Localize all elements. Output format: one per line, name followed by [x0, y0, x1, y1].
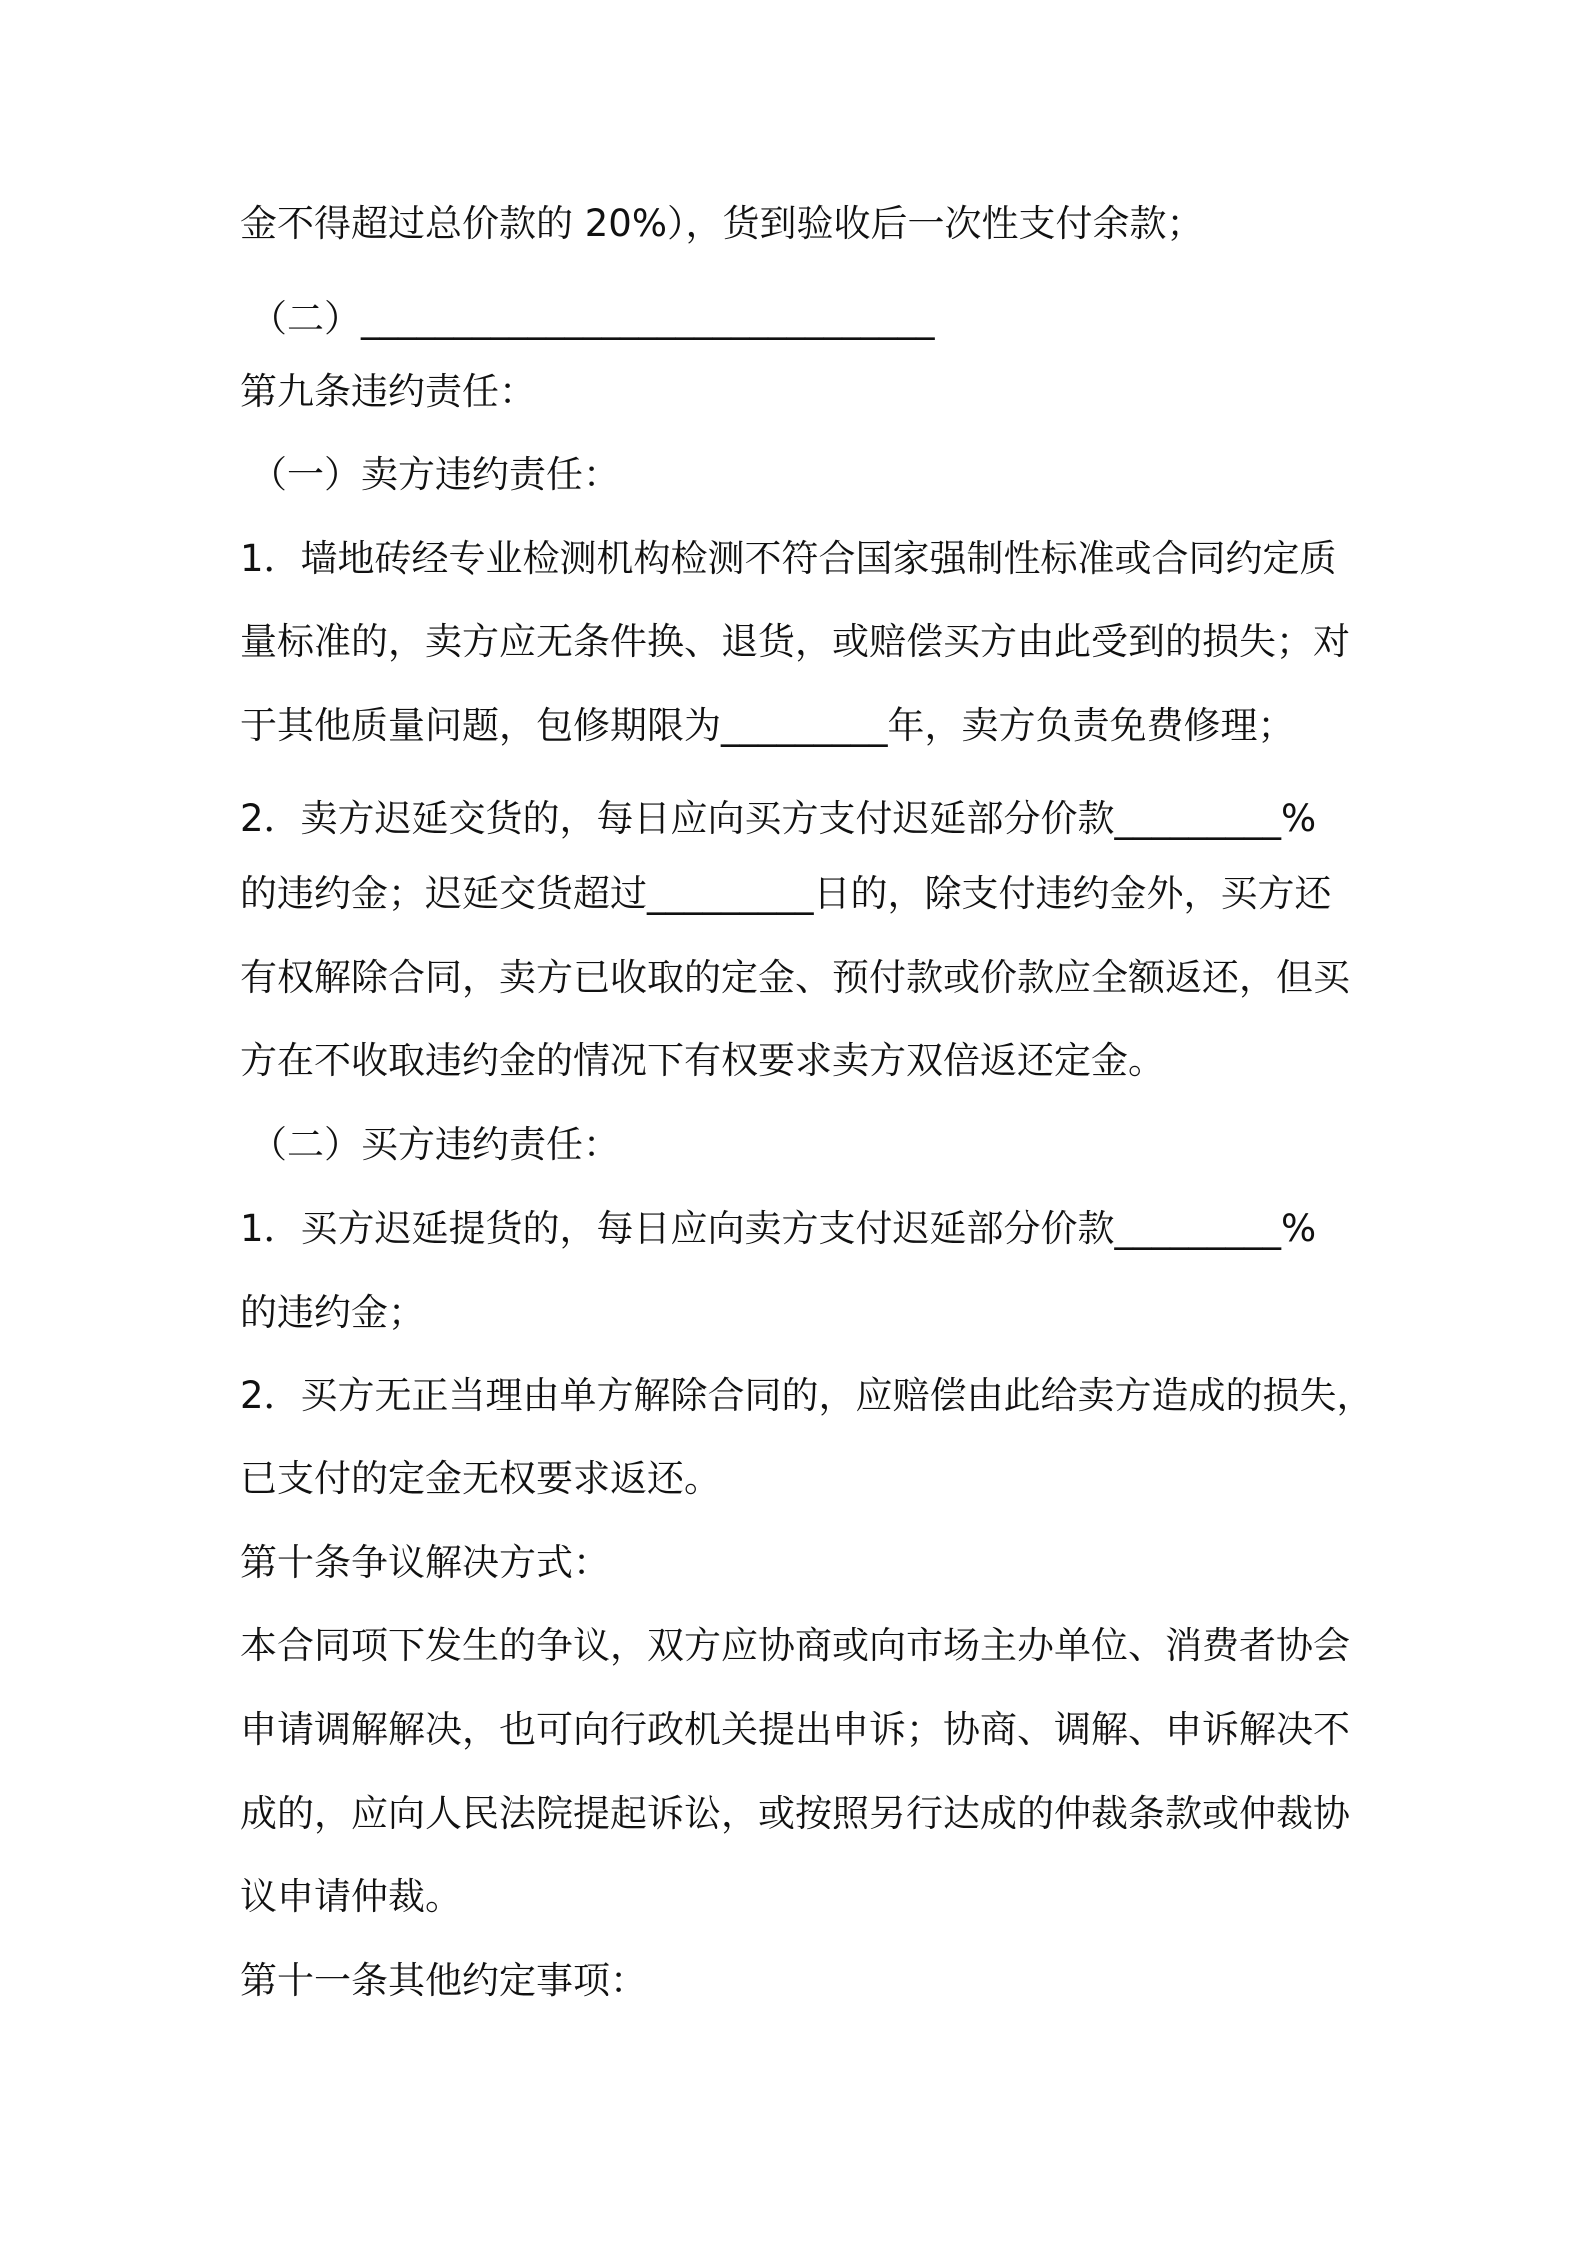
section-heading: 第十一条其他约定事项：	[240, 1959, 647, 2002]
paragraph-line: 于其他质量问题，包修期限为_________年，卖方负责免费修理；	[240, 704, 1295, 747]
subsection-heading: （二）买方违约责任：	[250, 1123, 620, 1166]
paragraph-line: 的违约金；	[240, 1291, 425, 1334]
paragraph-line: 申请调解解决，也可向行政机关提出申诉；协商、调解、申诉解决不	[240, 1708, 1350, 1751]
section-heading: 第九条违约责任：	[240, 370, 536, 413]
paragraph-line: 的违约金；迟延交货超过_________日的，除支付违约金外，买方还	[240, 872, 1332, 915]
paragraph-line: 2．卖方迟延交货的，每日应向买方支付迟延部分价款_________%	[240, 797, 1317, 840]
paragraph-line: 2．买方无正当理由单方解除合同的，应赔偿由此给卖方造成的损失，	[240, 1374, 1374, 1417]
section-heading: 第十条争议解决方式：	[240, 1541, 610, 1584]
paragraph-line: 本合同项下发生的争议，双方应协商或向市场主办单位、消费者协会	[240, 1624, 1350, 1667]
paragraph-line: 1．墙地砖经专业检测机构检测不符合国家强制性标准或合同约定质	[240, 537, 1337, 580]
paragraph-line: （二）_______________________________	[250, 297, 935, 340]
paragraph-line: 1．买方迟延提货的，每日应向卖方支付迟延部分价款_________%	[240, 1207, 1317, 1250]
paragraph-line: 议申请仲裁。	[240, 1875, 462, 1918]
paragraph-line: 有权解除合同，卖方已收取的定金、预付款或价款应全额返还，但买	[240, 956, 1350, 999]
paragraph-line: 金不得超过总价款的 20%），货到验收后一次性支付余款；	[240, 202, 1204, 245]
paragraph-line: 量标准的，卖方应无条件换、退货，或赔偿买方由此受到的损失；对	[240, 620, 1350, 663]
paragraph-line: 成的，应向人民法院提起诉讼，或按照另行达成的仲裁条款或仲裁协	[240, 1792, 1350, 1835]
subsection-heading: （一）卖方违约责任：	[250, 453, 620, 496]
paragraph-line: 已支付的定金无权要求返还。	[240, 1457, 721, 1500]
paragraph-line: 方在不收取违约金的情况下有权要求卖方双倍返还定金。	[240, 1039, 1165, 1082]
